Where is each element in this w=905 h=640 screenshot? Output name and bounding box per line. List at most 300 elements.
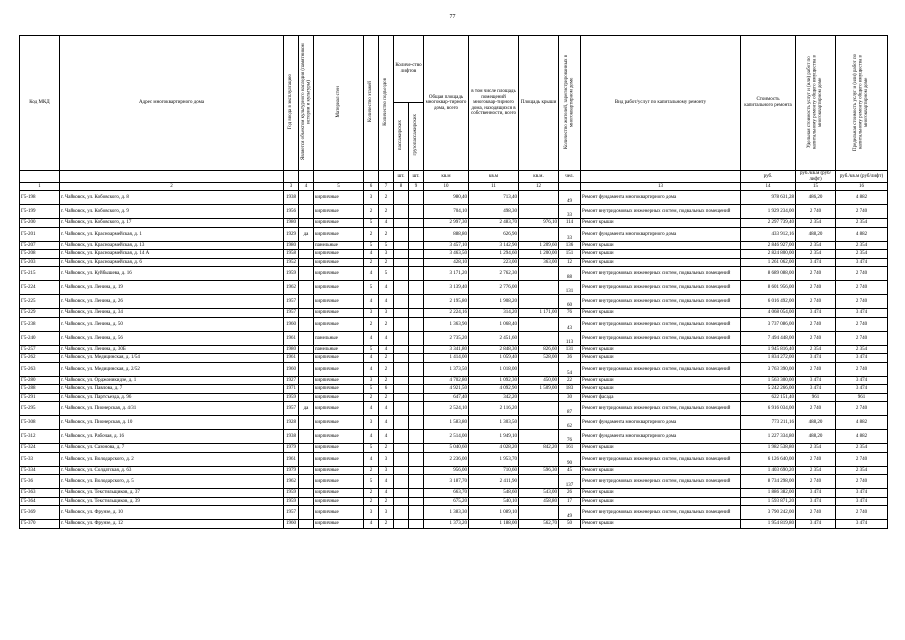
cell-ent: 2 bbox=[379, 227, 394, 241]
cell-ent: 4 bbox=[379, 331, 394, 345]
cell-e1 bbox=[394, 191, 409, 205]
cell-unit: 2 354 bbox=[796, 250, 836, 259]
cell-area: 2 195,80 bbox=[424, 295, 469, 309]
cell-fl: 2 bbox=[364, 489, 379, 498]
header-elevators: Количе-ство лифтов bbox=[394, 36, 424, 103]
cell-year: 1960 bbox=[284, 520, 299, 529]
cell-max: 2 740 bbox=[836, 281, 888, 295]
cell-cost: 773 211,16 bbox=[741, 416, 796, 430]
table-row bbox=[20, 250, 888, 259]
cell-wall: панельные bbox=[314, 331, 364, 345]
cell-unit: 2 354 bbox=[796, 241, 836, 250]
cell-fl: 2 bbox=[364, 205, 379, 219]
cell-fl: 4 bbox=[364, 295, 379, 309]
cell-res: 49 bbox=[559, 191, 581, 205]
cell-unit: 2 740 bbox=[796, 506, 836, 520]
cell-code: Г5-324 bbox=[20, 444, 60, 453]
cell-wall: кирпичные bbox=[314, 497, 364, 506]
cell-max: 2 740 bbox=[836, 362, 888, 376]
colnum: 5 bbox=[314, 183, 364, 191]
cell-code: Г5-369 bbox=[20, 506, 60, 520]
cell-e1 bbox=[394, 520, 409, 529]
colnum: 14 bbox=[741, 183, 796, 191]
cell-ent: 4 bbox=[379, 430, 394, 444]
cell-heritage bbox=[299, 385, 314, 394]
cell-year: 1957 bbox=[284, 402, 299, 416]
cell-area: 1 373,20 bbox=[424, 520, 469, 529]
cell-ent: 2 bbox=[379, 258, 394, 267]
cell-addr: г. Чайковск, ул. Кобовского, д. 8 bbox=[60, 191, 284, 205]
cell-work: Ремонт крыши bbox=[581, 250, 741, 259]
cell-e2 bbox=[409, 520, 424, 529]
cell-heritage bbox=[299, 205, 314, 219]
cell-wall: кирпичные bbox=[314, 281, 364, 295]
cell-ent: 3 bbox=[379, 466, 394, 475]
cell-own: 1 059,40 bbox=[469, 354, 519, 363]
cell-unit: 2 740 bbox=[796, 205, 836, 219]
cell-own: 314,20 bbox=[469, 309, 519, 318]
cell-year: 1980 bbox=[284, 219, 299, 228]
cell-addr: г. Чайковск, ул. Ленина, д. 34 bbox=[60, 309, 284, 318]
cell-e2 bbox=[409, 385, 424, 394]
cell-e1 bbox=[394, 227, 409, 241]
colnum: 12 bbox=[519, 183, 559, 191]
cell-heritage bbox=[299, 444, 314, 453]
cell-ent: 2 bbox=[379, 354, 394, 363]
cell-addr: г. Чайковск, ул. Красноармейская, д. 13 bbox=[60, 241, 284, 250]
cell-unit: 488,20 bbox=[796, 227, 836, 241]
cell-ent: 2 bbox=[379, 520, 394, 529]
cell-addr: г. Чайковск, ул. Фрунзе, д. 12 bbox=[60, 520, 284, 529]
cell-work: Ремонт крыши bbox=[581, 444, 741, 453]
cell-fl: 3 bbox=[364, 376, 379, 385]
cell-area: 2 236,00 bbox=[424, 452, 469, 466]
cell-roof: 826,60 bbox=[519, 345, 559, 354]
cell-own: 2 116,20 bbox=[469, 402, 519, 416]
table-row bbox=[20, 489, 888, 498]
cell-heritage bbox=[299, 362, 314, 376]
cell-ent: 2 bbox=[379, 444, 394, 453]
cell-addr: г. Чайковск, ул. Куйбышева, д. 16 bbox=[60, 267, 284, 281]
cell-work: Ремонт внутридомовых инженерных систем, подвальных помещений bbox=[581, 295, 741, 309]
cell-work: Ремонт фундамента многоквартирного дома bbox=[581, 416, 741, 430]
cell-roof: 458,80 bbox=[519, 497, 559, 506]
cell-roof: 450,00 bbox=[519, 376, 559, 385]
cell-cost: 1 945 816,40 bbox=[741, 345, 796, 354]
cell-code: Г5-308 bbox=[20, 416, 60, 430]
unit-7: шт. bbox=[394, 171, 409, 183]
cell-e2 bbox=[409, 227, 424, 241]
cell-cost: 4 068 054,00 bbox=[741, 309, 796, 318]
cell-work: Ремонт внутридомовых инженерных систем, подвальных помещений bbox=[581, 402, 741, 416]
cell-work: Ремонт крыши bbox=[581, 354, 741, 363]
cell-wall: кирпичные bbox=[314, 258, 364, 267]
cell-res: 49 bbox=[559, 506, 581, 520]
cell-heritage bbox=[299, 281, 314, 295]
cell-res: 54 bbox=[559, 362, 581, 376]
cell-wall: кирпичные bbox=[314, 466, 364, 475]
cell-area: 3 457,10 bbox=[424, 241, 469, 250]
cell-work: Ремонт внутридомовых инженерных систем, подвальных помещений bbox=[581, 267, 741, 281]
colnum: 1 bbox=[20, 183, 60, 191]
cell-unit: 2 740 bbox=[796, 281, 836, 295]
cell-unit: 2 740 bbox=[796, 317, 836, 331]
cell-year: 1961 bbox=[284, 452, 299, 466]
cell-wall: кирпичные bbox=[314, 227, 364, 241]
cell-addr: г. Чайковск, ул. Медицинская, д. 2/52 bbox=[60, 362, 284, 376]
cell-unit: 2 740 bbox=[796, 475, 836, 489]
cell-max: 2 740 bbox=[836, 506, 888, 520]
cell-wall: кирпичные bbox=[314, 393, 364, 402]
cell-year: 1959 bbox=[284, 267, 299, 281]
colnum: 8 bbox=[394, 183, 409, 191]
cell-work: Ремонт внутридомовых инженерных систем, подвальных помещений bbox=[581, 362, 741, 376]
cell-unit: 3 474 bbox=[796, 258, 836, 267]
cell-cost: 3 737 086,00 bbox=[741, 317, 796, 331]
cell-ent: 4 bbox=[379, 475, 394, 489]
unit-16: руб./кв.м (руб/лифт) bbox=[836, 171, 888, 183]
cell-year: 1957 bbox=[284, 506, 299, 520]
cell-addr: г. Чайковск, ул. Партсъезда, д. 96 bbox=[60, 393, 284, 402]
cell-work: Ремонт крыши bbox=[581, 385, 741, 394]
cell-code: Г5-229 bbox=[20, 309, 60, 318]
cell-max: 2 740 bbox=[836, 295, 888, 309]
table-row bbox=[20, 452, 888, 466]
cell-code: Г5-291 bbox=[20, 393, 60, 402]
cell-code: Г5-257 bbox=[20, 345, 60, 354]
cell-e1 bbox=[394, 295, 409, 309]
cell-wall: кирпичные bbox=[314, 295, 364, 309]
cell-own: 1 303,50 bbox=[469, 416, 519, 430]
cell-roof bbox=[519, 295, 559, 309]
header-floors: Количество этажей bbox=[364, 36, 379, 171]
cell-roof bbox=[519, 506, 559, 520]
header-code: Код МКД bbox=[20, 36, 60, 171]
cell-code: Г5-225 bbox=[20, 295, 60, 309]
cell-e2 bbox=[409, 354, 424, 363]
colnum bbox=[559, 183, 581, 191]
cell-area: 2 735,20 bbox=[424, 331, 469, 345]
cell-res: 45 bbox=[559, 466, 581, 475]
cell-roof bbox=[519, 227, 559, 241]
cell-roof: 1 209,60 bbox=[519, 241, 559, 250]
cell-wall: кирпичные bbox=[314, 444, 364, 453]
cell-wall: кирпичные bbox=[314, 506, 364, 520]
cell-year: 1979 bbox=[284, 444, 299, 453]
cell-unit: 2 354 bbox=[796, 444, 836, 453]
cell-area: 3 187,70 bbox=[424, 475, 469, 489]
table-row bbox=[20, 241, 888, 250]
header-address: Адрес многоквартирного дома bbox=[60, 36, 284, 171]
cell-code: Г5-215 bbox=[20, 267, 60, 281]
cell-heritage bbox=[299, 241, 314, 250]
unit-11: кв.м. bbox=[519, 171, 559, 183]
colnum: 16 bbox=[836, 183, 888, 191]
cell-heritage bbox=[299, 331, 314, 345]
cell-fl: 4 bbox=[364, 267, 379, 281]
cell-addr: г. Чайковск, ул. Красноармейская, д. 1 bbox=[60, 227, 284, 241]
cell-max: 961 bbox=[836, 393, 888, 402]
header-roof-area: Площадь крыши bbox=[519, 36, 559, 171]
cell-cost: 622 151,40 bbox=[741, 393, 796, 402]
cell-own: 540,10 bbox=[469, 497, 519, 506]
cell-fl: 4 bbox=[364, 250, 379, 259]
cell-addr: г. Чайковск, ул. Ленина, д. 56 bbox=[60, 331, 284, 345]
cell-ent: 2 bbox=[379, 362, 394, 376]
cell-year: 1961 bbox=[284, 354, 299, 363]
cell-unit: 3 474 bbox=[796, 309, 836, 318]
cell-max: 3 474 bbox=[836, 376, 888, 385]
cell-max: 2 740 bbox=[836, 267, 888, 281]
table-row bbox=[20, 267, 888, 281]
cell-ent: 3 bbox=[379, 309, 394, 318]
cell-wall: кирпичные bbox=[314, 362, 364, 376]
cell-unit: 2 740 bbox=[796, 331, 836, 345]
cell-e2 bbox=[409, 489, 424, 498]
cell-e1 bbox=[394, 402, 409, 416]
cell-fl: 4 bbox=[364, 331, 379, 345]
cell-heritage bbox=[299, 452, 314, 466]
cell-code: Г5-280 bbox=[20, 376, 60, 385]
cell-res: 114 bbox=[559, 219, 581, 228]
cell-res: 131 bbox=[559, 345, 581, 354]
cell-res: 90 bbox=[559, 452, 581, 466]
cell-own: 1 908,20 bbox=[469, 295, 519, 309]
table-row bbox=[20, 466, 888, 475]
cell-cost: 1 834 272,00 bbox=[741, 354, 796, 363]
cell-own: 3 142,90 bbox=[469, 241, 519, 250]
cell-code: Г5-370 bbox=[20, 520, 60, 529]
cell-e1 bbox=[394, 267, 409, 281]
cell-year: 1952 bbox=[284, 258, 299, 267]
cell-cost: 3 763 390,00 bbox=[741, 362, 796, 376]
cell-work: Ремонт внутридомовых инженерных систем, подвальных помещений bbox=[581, 205, 741, 219]
cell-e2 bbox=[409, 444, 424, 453]
cell-code: Г5-240 bbox=[20, 331, 60, 345]
cell-work: Ремонт фундамента многоквартирного дома bbox=[581, 430, 741, 444]
cell-e2 bbox=[409, 466, 424, 475]
unit-9: кв.м bbox=[424, 171, 469, 183]
cell-own: 223,00 bbox=[469, 258, 519, 267]
cell-addr: г. Чайковск, ул. Ленина, д. 30Б bbox=[60, 345, 284, 354]
cell-res: 26 bbox=[559, 489, 581, 498]
cell-e2 bbox=[409, 205, 424, 219]
cell-res: 22 bbox=[559, 376, 581, 385]
cell-max: 3 474 bbox=[836, 489, 888, 498]
cell-unit: 961 bbox=[796, 393, 836, 402]
header-cost: Стоимость капитального ремонта bbox=[741, 36, 796, 171]
header-entrances: Количество подъездов bbox=[379, 36, 394, 171]
table-row bbox=[20, 430, 888, 444]
cell-roof: 596,30 bbox=[519, 466, 559, 475]
cell-roof bbox=[519, 331, 559, 345]
cell-heritage bbox=[299, 506, 314, 520]
cell-heritage bbox=[299, 309, 314, 318]
cell-max: 4 882 bbox=[836, 227, 888, 241]
cell-res: 87 bbox=[559, 402, 581, 416]
cell-max: 3 474 bbox=[836, 309, 888, 318]
cell-e1 bbox=[394, 317, 409, 331]
cell-work: Ремонт крыши bbox=[581, 219, 741, 228]
cell-code: Г5-208 bbox=[20, 250, 60, 259]
cell-code: Г5-224 bbox=[20, 281, 60, 295]
cell-heritage bbox=[299, 466, 314, 475]
cell-own: 1 018,00 bbox=[469, 362, 519, 376]
cell-code: Г5-207 bbox=[20, 241, 60, 250]
cell-own: 2 762,30 bbox=[469, 267, 519, 281]
cell-area: 2 224,16 bbox=[424, 309, 469, 318]
cell-area: 1 414,00 bbox=[424, 354, 469, 363]
header-year: Год ввода в эксплуатацию bbox=[284, 36, 299, 171]
table-row bbox=[20, 281, 888, 295]
cell-cost: 978 631,28 bbox=[741, 191, 796, 205]
cell-max: 2 740 bbox=[836, 205, 888, 219]
table-row bbox=[20, 258, 888, 267]
cell-year: 1928 bbox=[284, 416, 299, 430]
cell-heritage bbox=[299, 345, 314, 354]
cell-area: 980,40 bbox=[424, 191, 469, 205]
cell-max: 2 740 bbox=[836, 475, 888, 489]
cell-max: 4 882 bbox=[836, 191, 888, 205]
cell-work: Ремонт внутридомовых инженерных систем, подвальных помещений bbox=[581, 317, 741, 331]
cell-roof: 562,70 bbox=[519, 520, 559, 529]
cell-heritage bbox=[299, 267, 314, 281]
cell-addr: г. Чайковск, ул. Кобовского, д. 17 bbox=[60, 219, 284, 228]
cell-ent: 4 bbox=[379, 489, 394, 498]
cell-res: 76 bbox=[559, 430, 581, 444]
cell-heritage: да bbox=[299, 227, 314, 241]
cell-roof bbox=[519, 430, 559, 444]
cell-e2 bbox=[409, 402, 424, 416]
cell-roof bbox=[519, 452, 559, 466]
cell-res: 136 bbox=[559, 241, 581, 250]
cell-res: 12 bbox=[559, 258, 581, 267]
cell-e1 bbox=[394, 241, 409, 250]
cell-res: 88 bbox=[559, 267, 581, 281]
cell-cost: 1 563 300,00 bbox=[741, 376, 796, 385]
cell-code: Г5-312 bbox=[20, 430, 60, 444]
cell-addr: г. Чайковск, ул. Ленина, д. 26 bbox=[60, 295, 284, 309]
cell-work: Ремонт фасада bbox=[581, 393, 741, 402]
cell-code: Г5-203 bbox=[20, 258, 60, 267]
cell-addr: г. Чайковск, ул. Ленина, д. 19 bbox=[60, 281, 284, 295]
cell-cost: 8 601 956,00 bbox=[741, 281, 796, 295]
cell-work: Ремонт внутридомовых инженерных систем, подвальных помещений bbox=[581, 475, 741, 489]
cell-e1 bbox=[394, 430, 409, 444]
table-row bbox=[20, 227, 888, 241]
cell-unit: 2 354 bbox=[796, 219, 836, 228]
cell-fl: 5 bbox=[364, 241, 379, 250]
cell-year: 1957 bbox=[284, 309, 299, 318]
cell-work: Ремонт крыши bbox=[581, 309, 741, 318]
cell-fl: 5 bbox=[364, 475, 379, 489]
cell-area: 5 040,60 bbox=[424, 444, 469, 453]
cell-heritage bbox=[299, 219, 314, 228]
cell-area: 675,20 bbox=[424, 497, 469, 506]
cell-max: 2 354 bbox=[836, 466, 888, 475]
cell-ent: 2 bbox=[379, 497, 394, 506]
cell-year: 1971 bbox=[284, 385, 299, 394]
cell-fl: 5 bbox=[364, 219, 379, 228]
cell-work: Ремонт крыши bbox=[581, 376, 741, 385]
cell-area: 4 921,50 bbox=[424, 385, 469, 394]
colnum: 9 bbox=[409, 183, 424, 191]
cell-own: 1 068,40 bbox=[469, 317, 519, 331]
cell-fl: 4 bbox=[364, 520, 379, 529]
cell-area: 428,10 bbox=[424, 258, 469, 267]
cell-heritage bbox=[299, 376, 314, 385]
header-wall-material: Материал стен bbox=[314, 36, 364, 171]
cell-area: 888,80 bbox=[424, 227, 469, 241]
cell-year: 1956 bbox=[284, 205, 299, 219]
cell-max: 2 354 bbox=[836, 345, 888, 354]
cell-res: 33 bbox=[559, 205, 581, 219]
cell-roof bbox=[519, 475, 559, 489]
colnum: 6 bbox=[364, 183, 379, 191]
cell-res: 60 bbox=[559, 295, 581, 309]
cell-fl: 3 bbox=[364, 309, 379, 318]
cell-res: 137 bbox=[559, 475, 581, 489]
cell-work: Ремонт крыши bbox=[581, 345, 741, 354]
cell-own: 2 451,60 bbox=[469, 331, 519, 345]
cell-own: 1 188,00 bbox=[469, 520, 519, 529]
colnum: 7 bbox=[379, 183, 394, 191]
cell-ent: 2 bbox=[379, 191, 394, 205]
header-max-cost: Предельная стоимость услуг и (или) работ по капитальному ремонту общего имущества в многоквартирном доме bbox=[836, 36, 888, 171]
cell-fl: 5 bbox=[364, 385, 379, 394]
cell-code: Г5-201 bbox=[20, 227, 60, 241]
cell-e1 bbox=[394, 444, 409, 453]
page-number: 77 bbox=[449, 14, 456, 20]
cell-own: 342,20 bbox=[469, 393, 519, 402]
cell-e2 bbox=[409, 281, 424, 295]
cell-e2 bbox=[409, 506, 424, 520]
cell-max: 2 354 bbox=[836, 250, 888, 259]
cell-area: 956,00 bbox=[424, 466, 469, 475]
cell-own: 1 949,10 bbox=[469, 430, 519, 444]
cell-unit: 2 740 bbox=[796, 452, 836, 466]
cell-year: 1979 bbox=[284, 466, 299, 475]
cell-addr: г. Чайковск, ул. Сазонова, д. 7 bbox=[60, 444, 284, 453]
cell-wall: кирпичные bbox=[314, 416, 364, 430]
cell-res: 17 bbox=[559, 497, 581, 506]
cell-e2 bbox=[409, 258, 424, 267]
cell-roof: 528,00 bbox=[519, 354, 559, 363]
unit-14: руб. bbox=[741, 171, 796, 183]
cell-ent: 6 bbox=[379, 385, 394, 394]
cell-year: 1959 bbox=[284, 393, 299, 402]
cell-work: Ремонт фундамента многоквартирного дома bbox=[581, 227, 741, 241]
cell-code: Г5-199 bbox=[20, 205, 60, 219]
cell-unit: 488,20 bbox=[796, 416, 836, 430]
cell-addr: г. Чайковск, ул. Солдатская, д. 63 bbox=[60, 466, 284, 475]
cell-area: 1 373,50 bbox=[424, 362, 469, 376]
cell-wall: кирпичные bbox=[314, 205, 364, 219]
cell-heritage bbox=[299, 191, 314, 205]
cell-year: 1929 bbox=[284, 227, 299, 241]
cell-unit: 3 474 bbox=[796, 376, 836, 385]
cell-area: 1 363,90 bbox=[424, 317, 469, 331]
cell-own: 710,60 bbox=[469, 466, 519, 475]
cell-fl: 5 bbox=[364, 281, 379, 295]
cell-work: Ремонт крыши bbox=[581, 489, 741, 498]
header-residents: Количество жителей, зарегистрированных в многоквартирном доме bbox=[559, 36, 581, 171]
cell-unit: 488,20 bbox=[796, 430, 836, 444]
table-row bbox=[20, 475, 888, 489]
cell-e1 bbox=[394, 385, 409, 394]
cell-e1 bbox=[394, 506, 409, 520]
cell-year: 1938 bbox=[284, 191, 299, 205]
